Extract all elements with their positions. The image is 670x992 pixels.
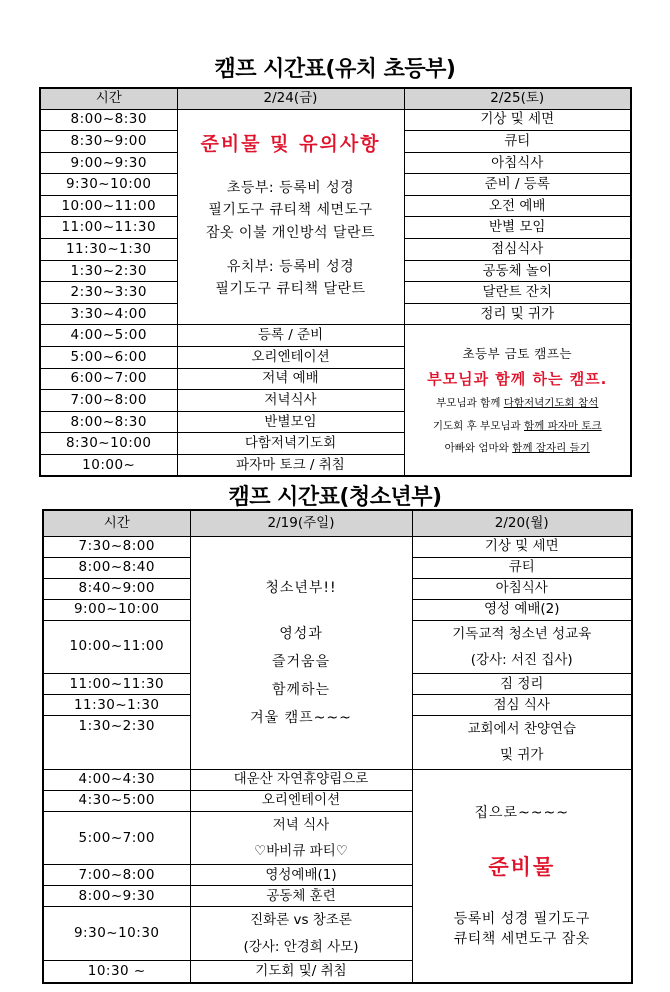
time-cell: 8:30~9:00	[40, 131, 177, 153]
youth-intro-line-1: 청소년부!!	[265, 579, 337, 596]
day1-evening-item: 반별모임	[177, 411, 404, 433]
supplies-heading: 준비물	[488, 855, 556, 880]
day1-evening-item: 저녁 예배	[177, 368, 404, 390]
youth-intro-line-3: 즐거움을	[271, 653, 331, 670]
time-cell: 9:30~10:00	[40, 174, 177, 196]
time-cell: 9:30~10:30	[43, 907, 190, 961]
time-cell: 10:00~	[40, 455, 177, 477]
going-home-line: 집으로~~~~	[474, 804, 569, 821]
kinder-line-2: 필기도구 큐티책 달란트	[215, 281, 366, 298]
time-cell: 8:40~9:00	[43, 578, 190, 599]
time-cell: 1:30~2:30	[40, 260, 177, 282]
day2-item: 아침식사	[404, 152, 631, 174]
time-cell: 8:00~8:30	[40, 109, 177, 131]
header-day2: 2/25(토)	[404, 88, 631, 109]
day2-item: 기상 및 세면	[404, 109, 631, 131]
day1-evening-item: 기도회 및/ 취침	[190, 961, 412, 983]
time-cell: 11:30~1:30	[40, 239, 177, 261]
time-cell: 2:30~3:30	[40, 282, 177, 304]
day2-item: 반별 모임	[404, 217, 631, 239]
day2-item: 아침식사	[412, 578, 632, 599]
family-note-line-3: 부모님과 함께 다함저녁기도회 참석	[436, 397, 599, 410]
day2-item: 공동체 놀이	[404, 260, 631, 282]
time-cell: 4:00~4:30	[43, 769, 190, 790]
time-cell: 7:00~8:00	[43, 865, 190, 886]
time-cell: 4:30~5:00	[43, 790, 190, 811]
day1-evening-bbq: 저녁 식사 ♡바비큐 파티♡	[190, 811, 412, 865]
time-cell: 3:30~4:00	[40, 303, 177, 325]
time-cell: 8:30~10:00	[40, 433, 177, 455]
family-camp-notes	[404, 325, 631, 476]
preparation-heading: 준비물 및 유의사항	[200, 133, 381, 156]
family-note-line-4: 기도회 후 부모님과 함께 파자마 토크	[432, 419, 602, 432]
supplies-line-1: 등록비 성경 필기도구	[453, 911, 590, 928]
day2-item: 기상 및 세면	[412, 536, 632, 557]
time-cell: 5:00~6:00	[40, 347, 177, 369]
day2-item: 점심식사	[404, 239, 631, 261]
header-day2: 2/20(월)	[412, 510, 632, 536]
day1-evening-item: 오리엔테이션	[177, 347, 404, 369]
header-time: 시간	[40, 88, 177, 109]
preparation-notes	[177, 109, 404, 325]
camp2-title: 캠프 시간표(청소년부)	[228, 485, 442, 510]
elementary-line-1: 초등부: 등록비 성경	[226, 179, 355, 196]
day1-evening-item: 저녁식사	[177, 390, 404, 412]
time-cell: 11:00~11:30	[40, 217, 177, 239]
time-cell: 10:00~11:00	[40, 195, 177, 217]
time-cell: 11:00~11:30	[43, 674, 190, 695]
table-header-row	[43, 510, 632, 536]
day2-item: 큐티	[404, 131, 631, 153]
day2-item: 점심 식사	[412, 695, 632, 716]
day2-item: 준비 / 등록	[404, 174, 631, 196]
time-cell: 7:30~8:00	[43, 536, 190, 557]
youth-intro	[190, 536, 412, 769]
day2-item: 오전 예배	[404, 195, 631, 217]
youth-intro-line-2: 영성과	[279, 625, 323, 642]
day1-evening-item: 다함저녁기도회	[177, 433, 404, 455]
time-cell: 6:00~7:00	[40, 368, 177, 390]
table-header-row	[40, 88, 631, 109]
time-cell: 1:30~2:30	[43, 716, 190, 770]
time-cell: 11:30~1:30	[43, 695, 190, 716]
time-cell: 5:00~7:00	[43, 811, 190, 865]
time-cell: 9:00~10:00	[43, 599, 190, 620]
time-cell: 10:30 ~	[43, 961, 190, 983]
day1-evening-item: 대운산 자연휴양림으로	[190, 769, 412, 790]
elementary-line-2: 필기도구 큐티책 세면도구	[208, 202, 373, 219]
camp1-schedule-table	[39, 87, 632, 477]
time-cell: 10:00~11:00	[43, 620, 190, 674]
family-note-line-5: 아빠와 엄마와 함께 잠자리 들기	[444, 442, 590, 455]
day1-evening-item: 등록 / 준비	[177, 325, 404, 347]
header-time: 시간	[43, 510, 190, 536]
elementary-line-3: 잠옷 이불 개인방석 달란트	[205, 224, 376, 241]
camp1-title: 캠프 시간표(유치 초등부)	[214, 57, 456, 82]
youth-intro-line-5: 겨울 캠프~~~	[250, 709, 352, 726]
time-cell: 8:00~9:30	[43, 886, 190, 907]
time-cell: 7:00~8:00	[40, 390, 177, 412]
header-day1: 2/24(금)	[177, 88, 404, 109]
day2-item-sex-education: 기독교적 청소년 성교육 (강사: 서진 집사)	[412, 620, 632, 674]
time-cell: 8:00~8:40	[43, 557, 190, 578]
day1-evening-item: 공동체 훈련	[190, 886, 412, 907]
day1-evening-item: 영성예배(1)	[190, 865, 412, 886]
day2-item: 짐 정리	[412, 674, 632, 695]
day2-item: 정리 및 귀가	[404, 303, 631, 325]
time-cell: 8:00~8:30	[40, 411, 177, 433]
day2-item: 달란트 잔치	[404, 282, 631, 304]
time-cell: 9:00~9:30	[40, 152, 177, 174]
family-note-line-1: 초등부 금토 캠프는	[462, 346, 573, 362]
supplies-line-2: 큐티책 세면도구 잠옷	[453, 930, 590, 947]
youth-intro-line-4: 함께하는	[271, 681, 331, 698]
header-day1: 2/19(주일)	[190, 510, 412, 536]
day1-evening-lecture: 진화론 vs 창조론 (강사: 안경희 사모)	[190, 907, 412, 961]
kinder-line-1: 유치부: 등록비 성경	[226, 259, 355, 276]
day1-evening-item: 오리엔테이션	[190, 790, 412, 811]
day2-item-praise: 교회에서 찬양연습 및 귀가	[412, 716, 632, 770]
camp2-schedule-table	[42, 509, 633, 984]
day2-item: 영성 예배(2)	[412, 599, 632, 620]
day2-item: 큐티	[412, 557, 632, 578]
family-note-heading: 부모님과 함께 하는 캠프.	[427, 370, 608, 389]
going-home-notes	[412, 769, 632, 982]
day1-evening-item: 파자마 토크 / 취침	[177, 455, 404, 477]
time-cell: 4:00~5:00	[40, 325, 177, 347]
